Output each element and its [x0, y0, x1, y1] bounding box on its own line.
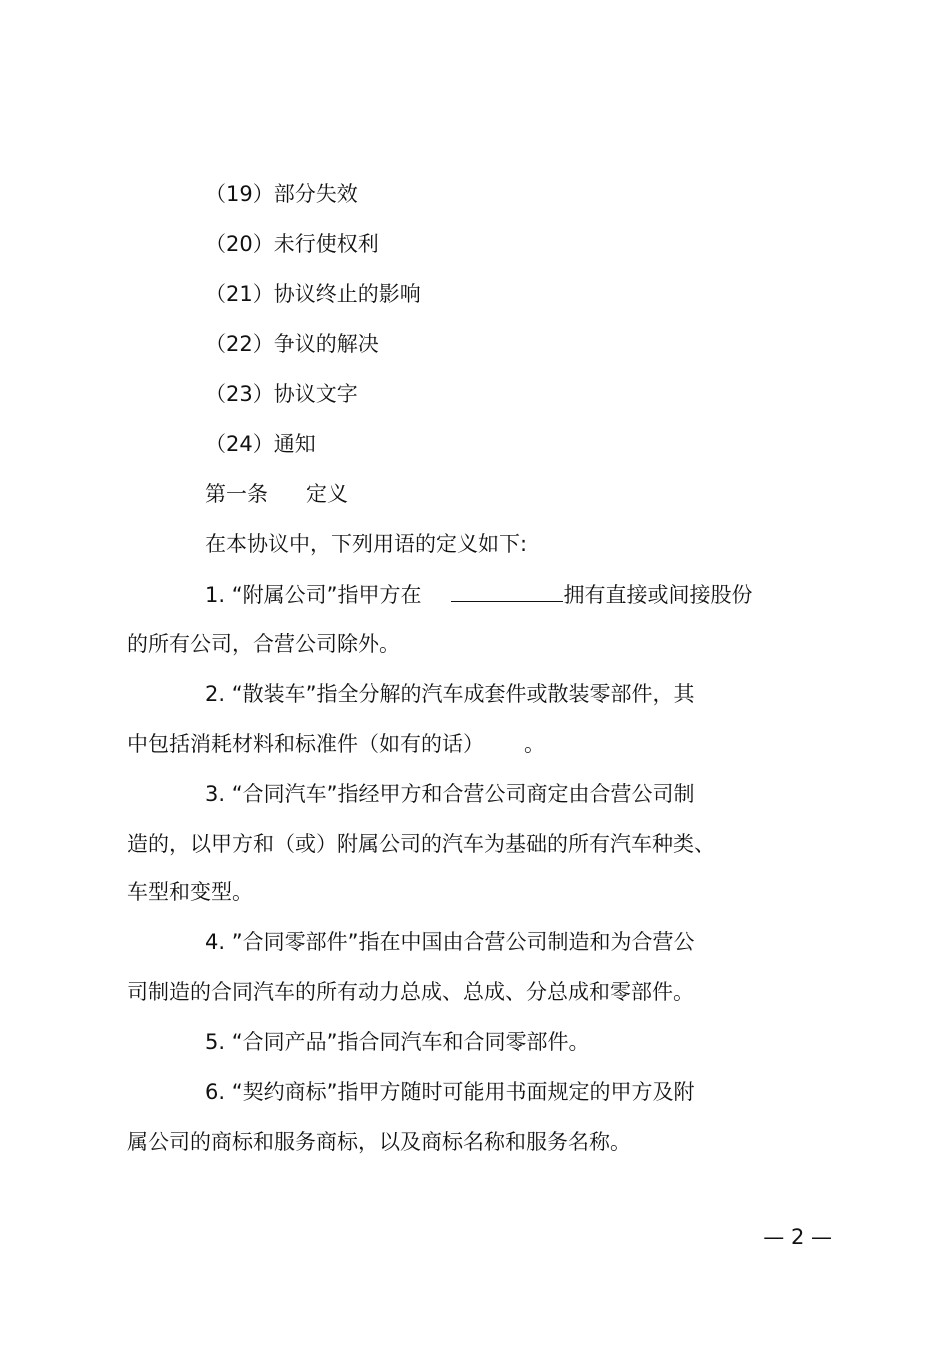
definition-1-text-after-blank: 拥有直接或间接股份	[563, 583, 753, 607]
definition-6-line-2: 属公司的商标和服务商标，以及商标名称和服务名称。	[127, 1130, 631, 1154]
definition-3-line-2: 造的，以甲方和（或）附属公司的汽车为基础的所有汽车种类、	[127, 832, 715, 856]
definition-3-line-1: 3. “合同汽车”指经甲方和合营公司商定由合营公司制	[205, 782, 695, 806]
toc-item-24: （24）通知	[205, 432, 316, 456]
definition-2-line-1: 2. “散装车”指全分解的汽车成套件或散装零部件，其	[205, 682, 695, 706]
definition-5-line-1: 5. “合同产品”指合同汽车和合同零部件。	[205, 1030, 590, 1054]
definition-1-line-1	[205, 581, 752, 608]
toc-item-19: （19）部分失效	[205, 182, 358, 206]
fill-in-blank	[451, 581, 563, 602]
definitions-intro: 在本协议中，下列用语的定义如下:	[205, 532, 528, 556]
definition-2-text: 中包括消耗材料和标准件（如有的话）	[127, 732, 484, 756]
toc-item-21: （21）协议终止的影响	[205, 282, 421, 306]
toc-item-22: （22）争议的解决	[205, 332, 379, 356]
toc-item-23: （23）协议文字	[205, 382, 358, 406]
toc-item-20: （20）未行使权利	[205, 232, 379, 256]
article-heading	[205, 481, 348, 507]
article-title: 定义	[306, 482, 348, 506]
page-number: — 2 —	[763, 1225, 832, 1249]
definition-4-line-2: 司制造的合同汽车的所有动力总成、总成、分总成和零部件。	[127, 980, 694, 1004]
definition-3-line-3: 车型和变型。	[127, 880, 253, 904]
definition-4-line-1: 4. ”合同零部件”指在中国由合营公司制造和为合营公	[205, 930, 695, 954]
article-number: 第一条	[205, 482, 268, 506]
definition-2-period: 。	[524, 732, 545, 756]
definition-2-line-2	[127, 731, 545, 757]
definition-6-line-1: 6. “契约商标”指甲方随时可能用书面规定的甲方及附	[205, 1080, 695, 1104]
definition-1-text: 1. “附属公司”指甲方在	[205, 583, 422, 607]
definition-1-line-2: 的所有公司，合营公司除外。	[127, 632, 400, 656]
